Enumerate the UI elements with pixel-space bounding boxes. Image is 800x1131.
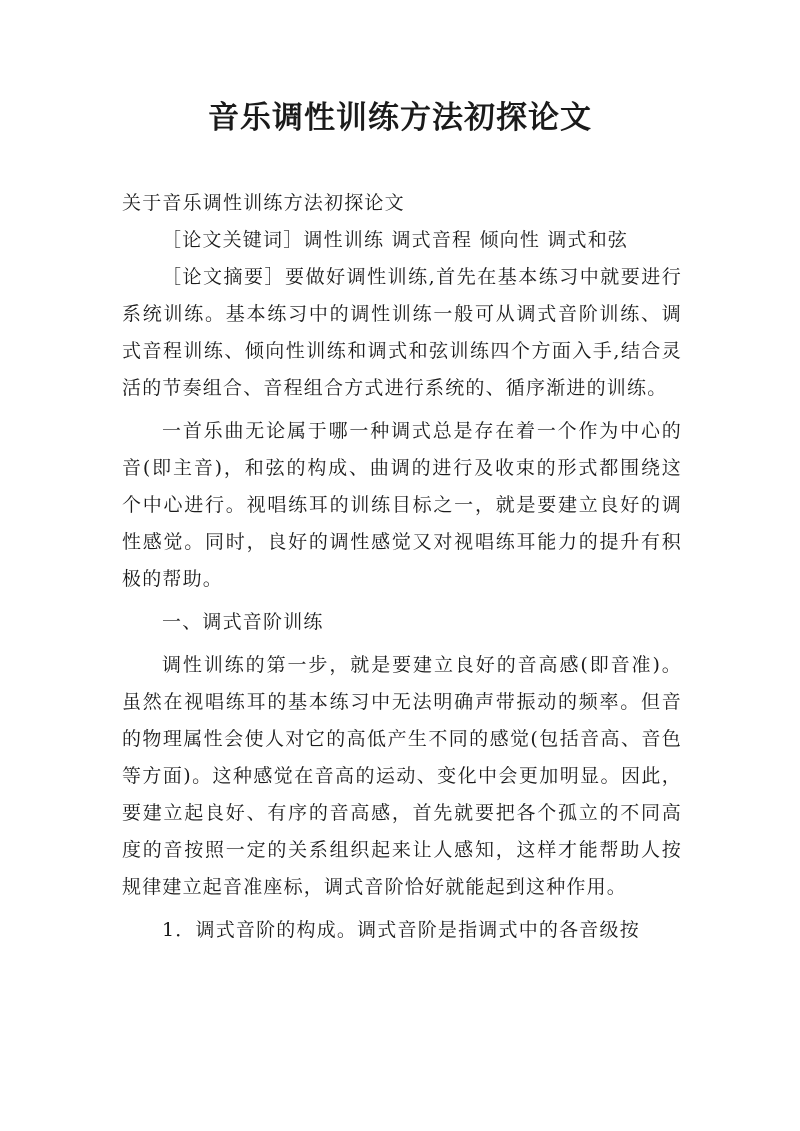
- body-paragraph: 1．调式音阶的构成。调式音阶是指调式中的各音级按: [162, 919, 640, 941]
- body-paragraph: 调性训练的第一步，就是要建立良好的音高感(即音准)。虽然在视唱练耳的基本练习中无法明确声带振动的频率。但音的物理属性会使人对它的高低产生不同的感觉(包括音高、音色等方面)。这种感觉在音高的运动、变化中会更加明显。因此，要建立起良好、有序的音高感，首先就要把各个孤立的不同高度的音按照一定的关系组织起来让人感知，这样才能帮助人按规律建立起音准座标，调式音阶恰好就能起到这种作用。: [122, 654, 682, 898]
- document-title: 音乐调性训练方法初探论文: [208, 100, 592, 136]
- keywords-line: ［论文关键词］调性训练 调式音程 倾向性 调式和弦: [162, 229, 629, 251]
- section-heading: 一、调式音阶训练: [162, 611, 324, 633]
- body-paragraph: 一首乐曲无论属于哪一种调式总是存在着一个作为中心的音(即主音)，和弦的构成、曲调的进行及收束的形式都围绕这个中心进行。视唱练耳的训练目标之一，就是要建立良好的调性感觉。同时，良好的调性感觉又对视唱练耳能力的提升有积极的帮助。: [122, 420, 682, 590]
- intro-line: 关于音乐调性训练方法初探论文: [122, 192, 405, 214]
- document-body: [122, 185, 682, 949]
- abstract-paragraph: ［论文摘要］要做好调性训练,首先在基本练习中就要进行系统训练。基本练习中的调性训练一般可从调式音阶训练、调式音程训练、倾向性训练和调式和弦训练四个方面入手,结合灵活的节奏组合、音程组合方式进行系统的、循序渐进的训练。: [122, 266, 682, 399]
